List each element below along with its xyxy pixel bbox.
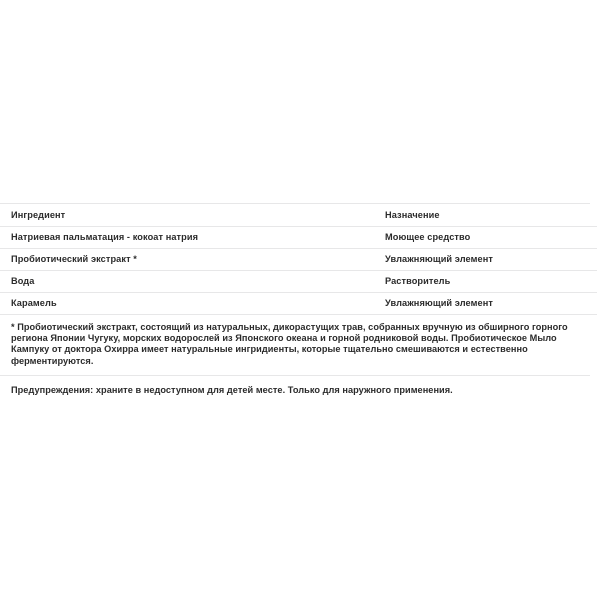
cell-ingredient-purpose: Увлажняющий элемент: [378, 248, 597, 270]
column-header-ingredient: Ингредиент: [0, 204, 378, 226]
table-row: [0, 248, 597, 270]
cell-ingredient-name: Натриевая пальматация - кокоат натрия: [0, 226, 378, 248]
column-header-purpose: Назначение: [378, 204, 597, 226]
ingredients-table: [0, 204, 597, 315]
cell-ingredient-name: Пробиотический экстракт *: [0, 248, 378, 270]
cell-ingredient-purpose: Моющее средство: [378, 226, 597, 248]
cell-ingredient-purpose: Растворитель: [378, 270, 597, 292]
ingredients-table-body: [0, 204, 597, 314]
footnote-block: [0, 315, 590, 377]
cell-ingredient-purpose: Увлажняющий элемент: [378, 292, 597, 314]
cell-ingredient-name: Карамель: [0, 292, 378, 314]
footnote-text: * Пробиотический экстракт, состоящий из натуральных, дикорастущих трав, собранных вручную из обширного горного региона Японии Чугуку, морских водорослей из Японского океана и горной родниковой воды. Пробиотическое Мыло Кампуку от доктора Охирра имеет натуральные ингридиенты, которые тщательно смешиваются и естественно ферментируются.: [11, 321, 568, 366]
table-row: [0, 270, 597, 292]
cell-ingredient-name: Вода: [0, 270, 378, 292]
content-container: [0, 203, 600, 404]
warnings-text: Предупреждения: храните в недоступном для детей месте. Только для наружного применения.: [11, 385, 453, 396]
warnings-block: [0, 376, 590, 404]
table-row: [0, 226, 597, 248]
table-row: [0, 292, 597, 314]
table-header-row: [0, 204, 597, 226]
